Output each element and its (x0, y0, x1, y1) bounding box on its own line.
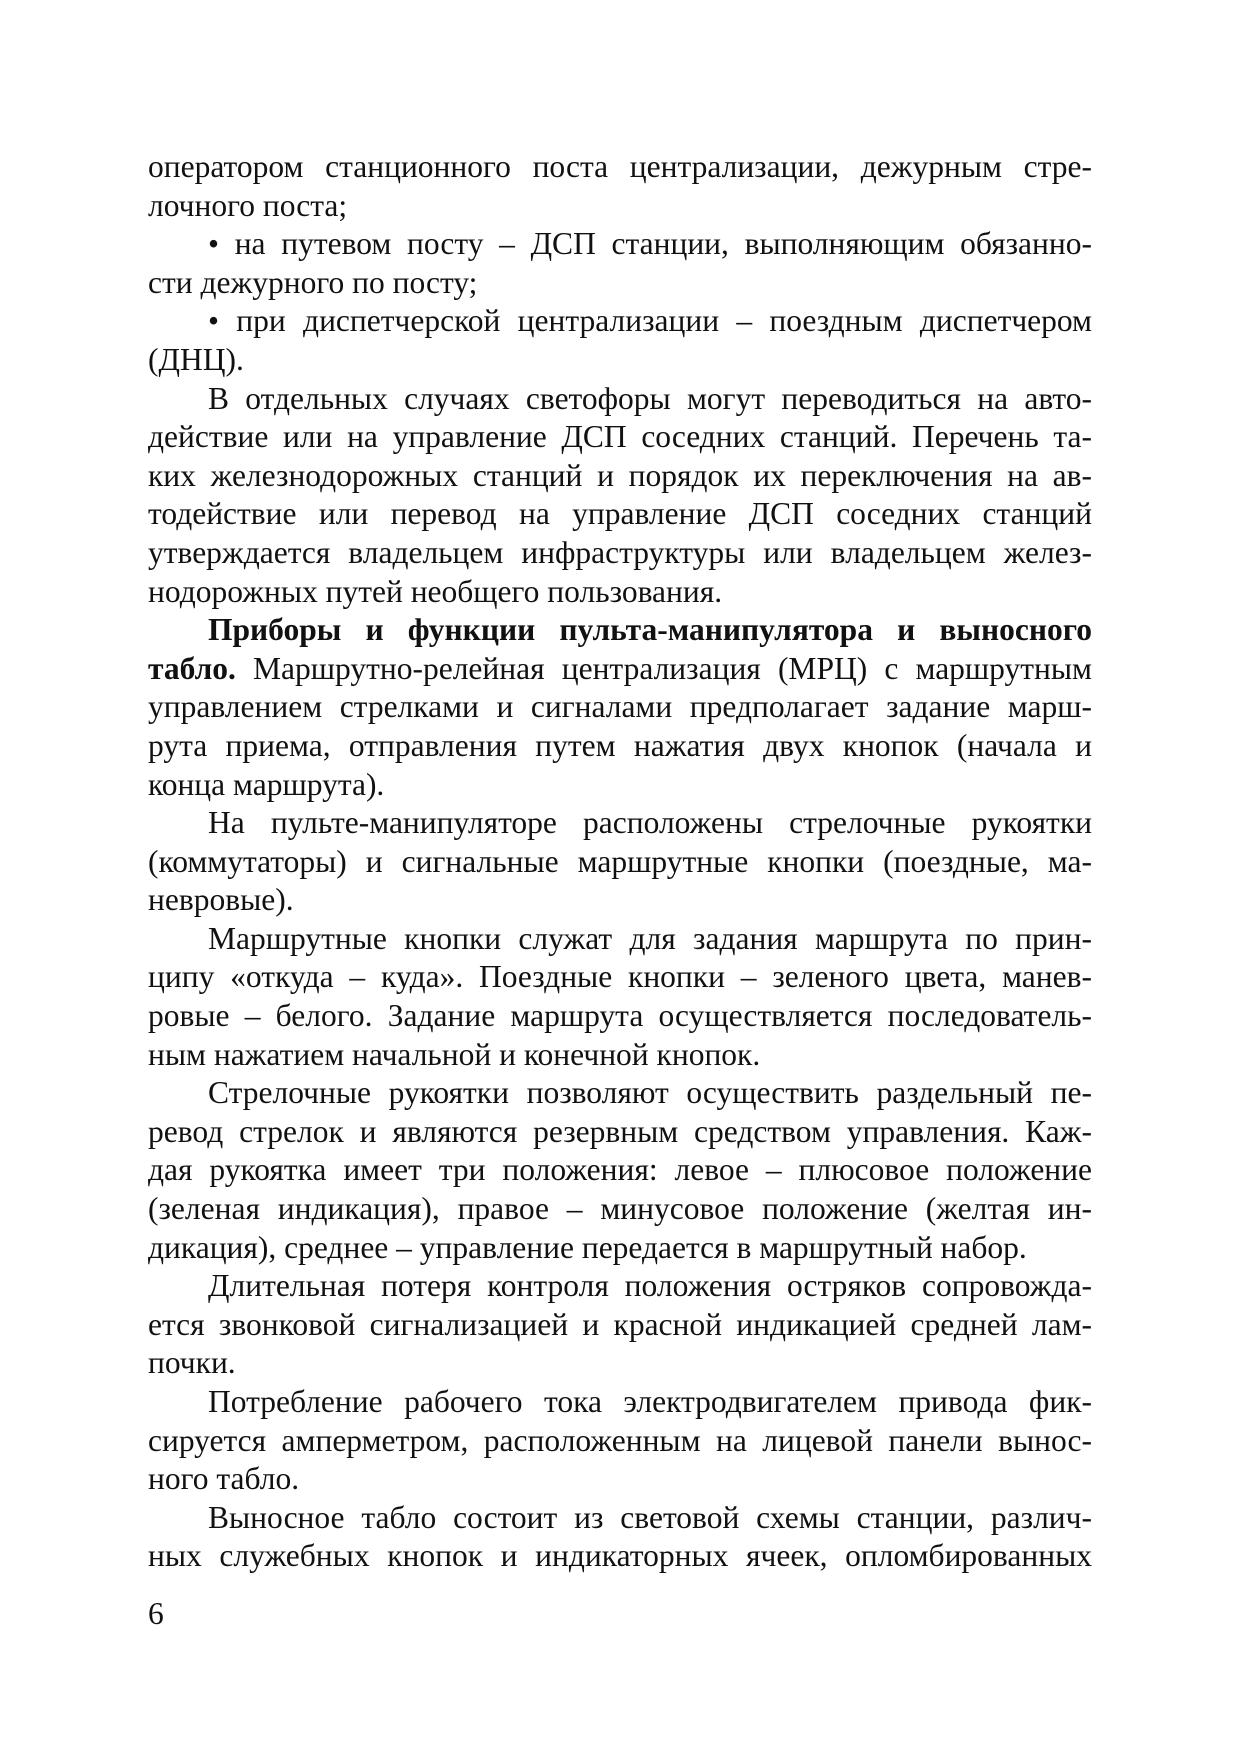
text-line: Потребление рабочего тока электродвигателем привода фик- (208, 1384, 1092, 1419)
paragraph (148, 1499, 1092, 1576)
text-line: нодорожных путей необщего пользования. (148, 573, 723, 609)
paragraph (148, 380, 1092, 612)
body-text (148, 148, 1092, 1576)
text-line: невровые). (148, 882, 294, 918)
text-line: ным нажатием начальной и конечной кнопок. (148, 1036, 761, 1072)
text-line: ципу «откуда – куда». Поездные кнопки – зеленого цвета, манев- (148, 959, 1092, 995)
text-line: (зеленая индикация), правое – минусовое положение (желтая ин- (148, 1191, 1092, 1227)
text-line: дая рукоятка имеет три положения: левое – плюсовое положение (148, 1152, 1092, 1188)
text-line: ровые – белого. Задание маршрута осуществляется последователь- (148, 998, 1092, 1034)
text-line: дикация), среднее – управление передается в маршрутный набор. (148, 1229, 1027, 1265)
text-line: ных служебных кнопок и индикаторных ячеек, опломбированных (148, 1538, 1092, 1574)
text-line: рута приема, отправления путем нажатия двух кнопок (начала и (148, 727, 1092, 763)
text-line: сируется амперметром, расположенным на лицевой панели вынос- (148, 1422, 1092, 1458)
text-line: • при диспетчерской централизации – поездным диспетчером (208, 303, 1092, 339)
page-number: 6 (148, 1596, 164, 1631)
text-line: (ДНЦ). (148, 341, 244, 377)
paragraph (148, 1267, 1092, 1383)
text-run: Маршрутно-релейная централизация (МРЦ) с маршрутным (235, 650, 1092, 686)
bullet-item (148, 302, 1092, 379)
paragraph (148, 1383, 1092, 1499)
text-line (148, 650, 1092, 689)
section-heading-end: табло. (148, 650, 236, 686)
text-line: почки. (148, 1345, 236, 1381)
text-line: тодействие или перевод на управление ДСП соседних станций (148, 496, 1092, 532)
paragraph (148, 804, 1092, 920)
bullet-item (148, 225, 1092, 302)
text-line: конца маршрута). (148, 766, 385, 802)
text-line: ется звонковой сигнализацией и красной индикацией средней лам- (148, 1306, 1092, 1342)
text-line: Длительная потеря контроля положения остряков сопровожда- (208, 1268, 1092, 1304)
text-line: действие или на управление ДСП соседних станций. Перечень та- (148, 419, 1092, 455)
text-line: сти дежурного по посту; (148, 264, 478, 300)
text-line: В отдельных случаях светофоры могут переводиться на авто- (208, 380, 1092, 416)
text-line: На пульте-манипуляторе расположены стрелочные рукоятки (208, 805, 1092, 841)
section-heading: Приборы и функции пульта-манипулятора и выносного (208, 612, 1092, 648)
text-line: утверждается владельцем инфраструктуры или владельцем желез- (148, 534, 1092, 570)
paragraph (148, 148, 1092, 225)
text-line: ного табло. (148, 1461, 300, 1497)
paragraph (148, 1074, 1092, 1267)
text-line: ревод стрелок и являются резервным средством управления. Каж- (148, 1113, 1092, 1149)
text-line: Маршрутные кнопки служат для задания маршрута по прин- (208, 920, 1092, 956)
paragraph (148, 920, 1092, 1074)
text-line: ких железнодорожных станций и порядок их переключения на ав- (148, 457, 1092, 493)
text-line: лочного поста; (148, 187, 348, 223)
text-line: оператором станционного поста централизации, дежурным стре- (148, 149, 1092, 184)
text-line: Выносное табло состоит из световой схемы станции, различ- (208, 1499, 1092, 1535)
text-line: Стрелочные рукоятки позволяют осуществить раздельный пе- (208, 1075, 1092, 1111)
text-line: • на путевом посту – ДСП станции, выполняющим обязанно- (208, 226, 1092, 262)
text-line: (коммутаторы) и сигнальные маршрутные кнопки (поездные, ма- (148, 843, 1092, 879)
paragraph (148, 611, 1092, 804)
text-line: управлением стрелками и сигналами предполагает задание марш- (148, 689, 1092, 725)
